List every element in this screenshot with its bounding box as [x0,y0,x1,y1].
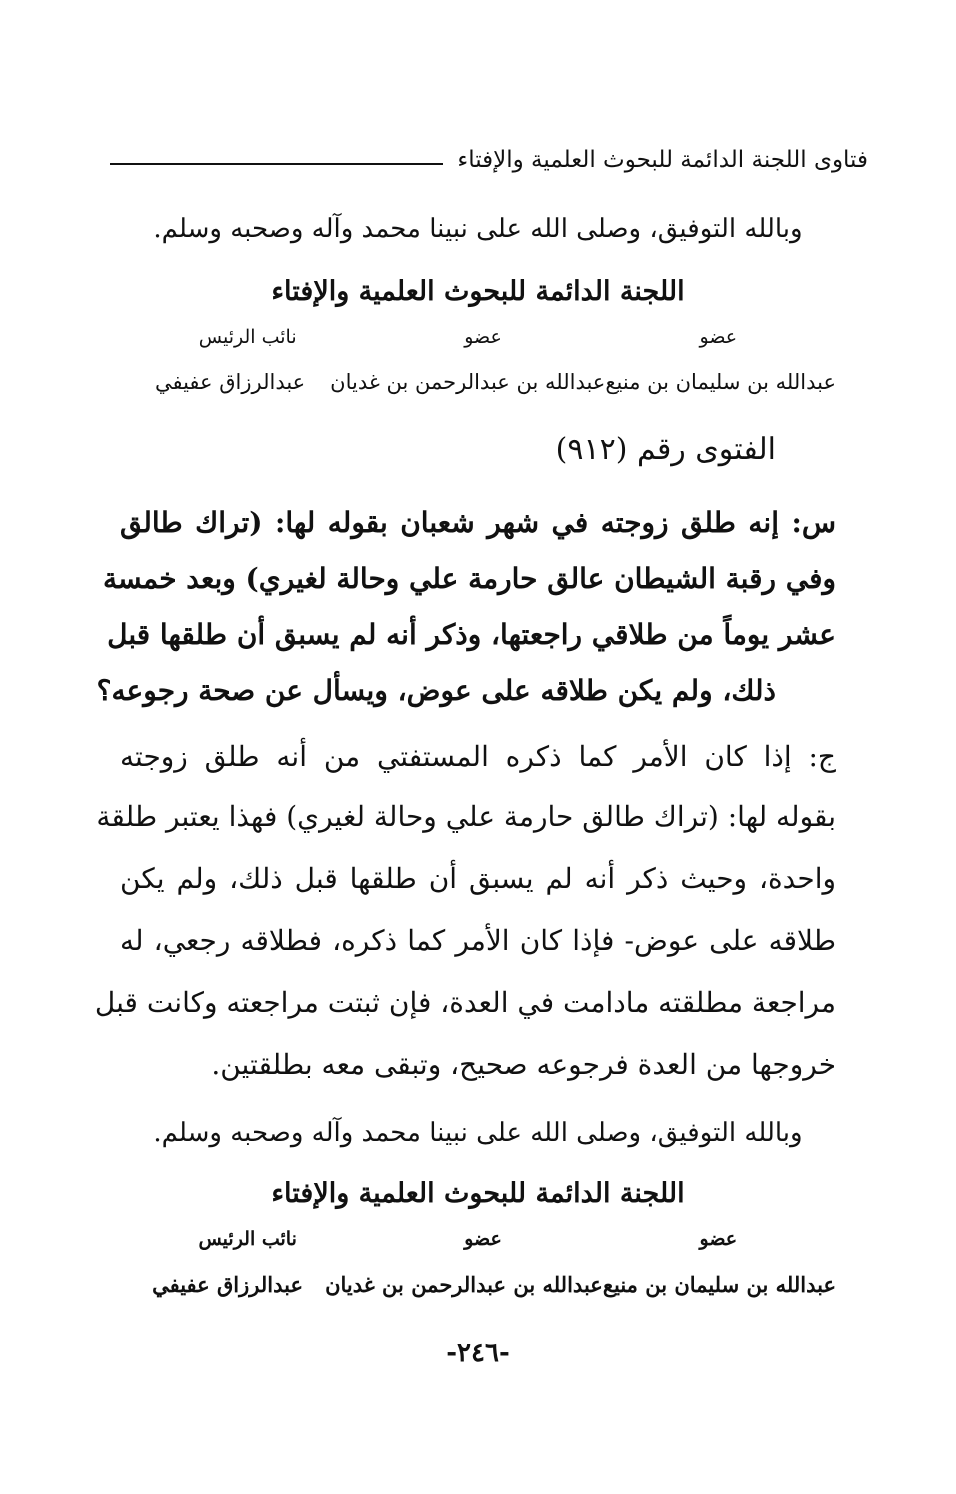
question-line: عشر يوماً من طلاقي راجعتها، وذكر أنه لم يسبق أن طلقها قبل [107,618,836,651]
signatory-names [130,1272,836,1297]
closing-formula: وبالله التوفيق، وصلى الله على نبينا محمد وآله وصحبه وسلم. [153,1118,803,1148]
signatory-name: عبدالله بن سليمان بن منيع [605,370,836,394]
answer-line: واحدة، وحيث ذكر أنه لم يسبق أن طلقها قبل ذلك، ولم يكن [120,862,836,895]
running-header [110,142,868,178]
closing-formula: وبالله التوفيق، وصلى الله على نبينا محمد وآله وصحبه وسلم. [153,214,803,244]
question-line: س: إنه طلق زوجته في شهر شعبان بقوله لها: (تراك طالق [120,506,836,539]
signatory-name: عبدالرزاق عفيفي [154,370,306,394]
page-number: -٢٤٦- [446,1338,510,1368]
signatory-name: عبدالله بن عبدالرحمن بن غديان [330,370,606,394]
answer-line: ج: إذا كان الأمر كما ذكره المستفتي من أنه طلق زوجته [120,740,836,773]
signatory-role: عضو [699,1228,738,1250]
signatory-roles [130,326,836,348]
signatory-role: عضو [464,1228,502,1250]
signatory-roles [130,1228,836,1250]
running-header-title: فتاوى اللجنة الدائمة للبحوث العلمية والإفتاء [457,147,868,173]
answer-line: بقوله لها: (تراك طالق حارمة علي وحالة لغيري) فهذا يعتبر طلقة [96,800,836,833]
committee-name: اللجنة الدائمة للبحوث العلمية والإفتاء [271,1178,685,1209]
signatory-role: نائب الرئيس [198,326,297,348]
answer-line: خروجها من العدة فرجوعه صحيح، وتبقى معه بطلقتين. [211,1048,836,1081]
signatory-names [130,370,836,394]
committee-name: اللجنة الدائمة للبحوث العلمية والإفتاء [271,276,685,307]
answer-line: طلاقه على عوض- فإذا كان الأمر كما ذكره، فطلاقه رجعي، له [120,924,836,957]
question-line: وفي رقبة الشيطان عالق حارمة علي وحالة لغيري) وبعد خمسة [103,562,836,595]
signatory-role: عضو [464,326,502,348]
answer-line: مراجعة مطلقته مادامت في العدة، فإن ثبتت مراجعته وكانت قبل [94,986,836,1019]
signatory-name: عبدالله بن عبدالرحمن بن غديان [325,1272,603,1297]
signatory-role: عضو [699,326,738,348]
signatory-name: عبدالله بن سليمان بن منيع [602,1272,836,1297]
header-rule [110,163,443,165]
signatory-name: عبدالرزاق عفيفي [152,1272,303,1297]
fatwa-title: الفتوى رقم (٩١٢) [555,432,776,467]
question-line: ذلك، ولم يكن طلاقه على عوض، ويسأل عن صحة رجوعه؟ [96,674,776,707]
signatory-role: نائب الرئيس [198,1228,297,1250]
